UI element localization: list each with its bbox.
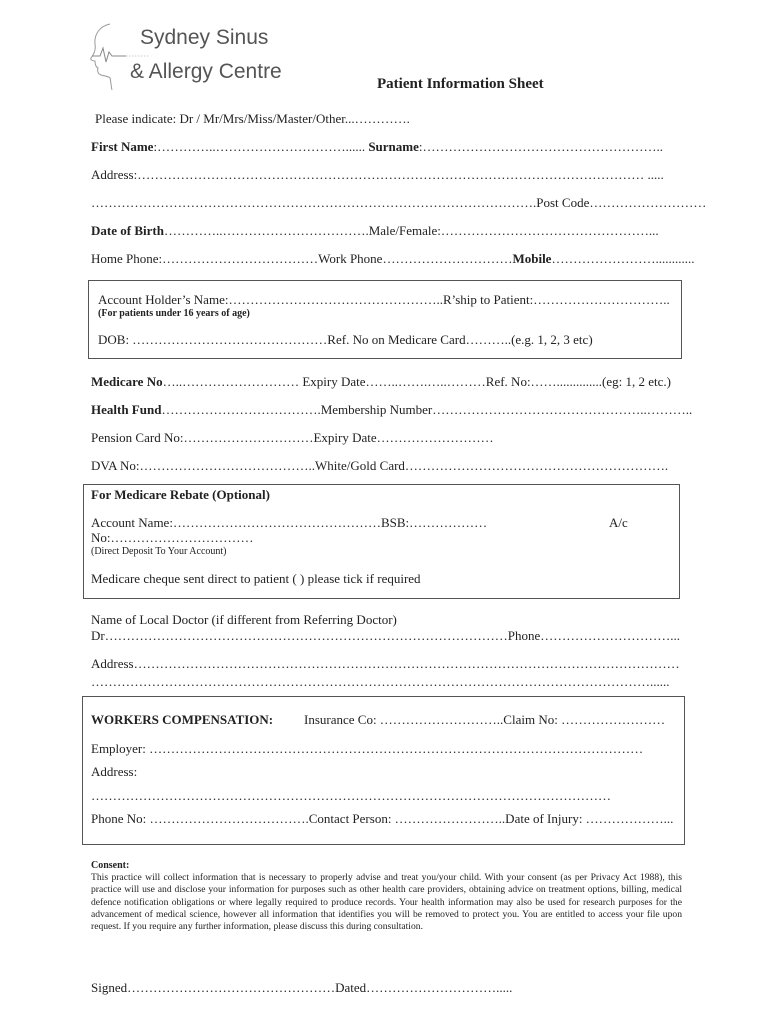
medicare-field[interactable]: …..……………………… Expiry Date……..…….…..………Ref. No:……..............(eg: 1, 2 etc.) <box>162 374 671 389</box>
health-fund-field[interactable]: ……………………………….Membership Number…………………………………………..……….. <box>161 402 693 417</box>
doctor-address-field-1[interactable]: Address……………………………………………………………………………………………………………… <box>91 656 680 671</box>
phone-row[interactable] <box>91 251 694 267</box>
address-postcode-field[interactable]: ………………………………………………………………………………………….Post Code……………………… <box>91 195 707 210</box>
account-number-label: A/c <box>609 515 628 530</box>
first-name-label: First Name <box>91 139 154 154</box>
surname-label: Surname <box>368 139 419 154</box>
dob-gender-field[interactable]: …………..…………………………….Male/Female:…………………………………………... <box>163 223 659 238</box>
dob-label: Date of Birth <box>91 223 164 238</box>
mobile-field[interactable]: ……………………............ <box>551 251 695 266</box>
logo-line-2: & Allergy Centre <box>130 60 282 83</box>
pension-card-field[interactable]: Pension Card No:…………………………Expiry Date……………………… <box>91 430 494 445</box>
employer-address-field[interactable]: ………………………………………………………………………………………………………… <box>91 788 611 803</box>
account-dob-field[interactable]: DOB: ………………………………………Ref. No on Medicare Card………..(e.g. 1, 2, 3 etc) <box>98 332 593 347</box>
under-16-note: (For patients under 16 years of age) <box>98 308 250 319</box>
medicare-cheque-checkbox[interactable]: Medicare cheque sent direct to patient ( ) please tick if required <box>91 571 421 586</box>
direct-deposit-note: (Direct Deposit To Your Account) <box>91 546 227 557</box>
consent-heading: Consent: <box>91 860 130 871</box>
signed-dated-field[interactable]: Signed…………………………………………Dated…………………………..... <box>91 980 513 995</box>
medicare-label: Medicare No <box>91 374 163 389</box>
workers-comp-heading: WORKERS COMPENSATION: <box>91 712 274 727</box>
doctor-phone-field[interactable]: Dr…………………………………………………………………………………Phone…………………………... <box>91 628 680 643</box>
first-name-field[interactable]: :…………..…………………………...... <box>153 139 369 154</box>
surname-field[interactable]: :……………………………………………….. <box>418 139 664 154</box>
account-name-bsb-field[interactable]: Account Name:…………………………………………BSB:……………… <box>91 515 488 530</box>
name-row[interactable] <box>91 139 663 155</box>
logo <box>86 18 296 90</box>
employer-address-label: Address: <box>91 764 138 779</box>
health-fund-label: Health Fund <box>91 402 162 417</box>
employer-field[interactable]: Employer: …………………………………………………………………………………………………… <box>91 741 644 756</box>
local-doctor-heading: Name of Local Doctor (if different from Referring Doctor) <box>91 612 397 627</box>
account-holder-field[interactable]: Account Holder’s Name:…………………………………………..R’ship to Patient:………………………….. <box>98 292 670 307</box>
dva-field[interactable]: DVA No:…………………………………..White/Gold Card……………………………………………………. <box>91 458 669 473</box>
logo-line-1: Sydney Sinus <box>140 26 269 49</box>
consent-text: This practice will collect information that is necessary to properly advise and treat you/your child. With your consent (as per Privacy Act 1988), this practice will use and disclose your information for purposes such as other health care providers, obtaining advice on treatment options, billing, medical defence notification obligations or where legally required to produce records. Your health information may also be used for research purposes for the advancement of medical science, however all information that identifies you will be removed to protect you. You are entitled to access your file upon request. If you require any further information, please discuss this during consultation. <box>91 872 682 933</box>
page-title: Patient Information Sheet <box>377 76 544 92</box>
address-field-1[interactable]: Address:……………………………………………………………………………………………………… ..... <box>91 167 664 182</box>
title-options-field[interactable]: Please indicate: Dr / Mr/Mrs/Miss/Master/Other...…………. <box>95 111 410 126</box>
insurance-claim-field[interactable]: Insurance Co: ………………………..Claim No: …………………… <box>304 712 666 727</box>
medicare-row[interactable] <box>91 374 671 390</box>
home-work-phone-field[interactable]: Home Phone:………………………………Work Phone………………………… <box>91 251 513 266</box>
dob-row[interactable] <box>91 223 659 239</box>
health-fund-row[interactable] <box>91 402 692 418</box>
account-number-field[interactable]: No:…………………………… <box>91 530 254 545</box>
rebate-heading: For Medicare Rebate (Optional) <box>91 487 270 502</box>
workers-phone-contact-field[interactable]: Phone No: ……………………………….Contact Person: ……………………..Date of Injury: ………………... <box>91 811 674 826</box>
mobile-label: Mobile <box>512 251 552 266</box>
doctor-address-field-2[interactable]: …………………………………………………………………………………………………………………...... <box>91 674 670 689</box>
